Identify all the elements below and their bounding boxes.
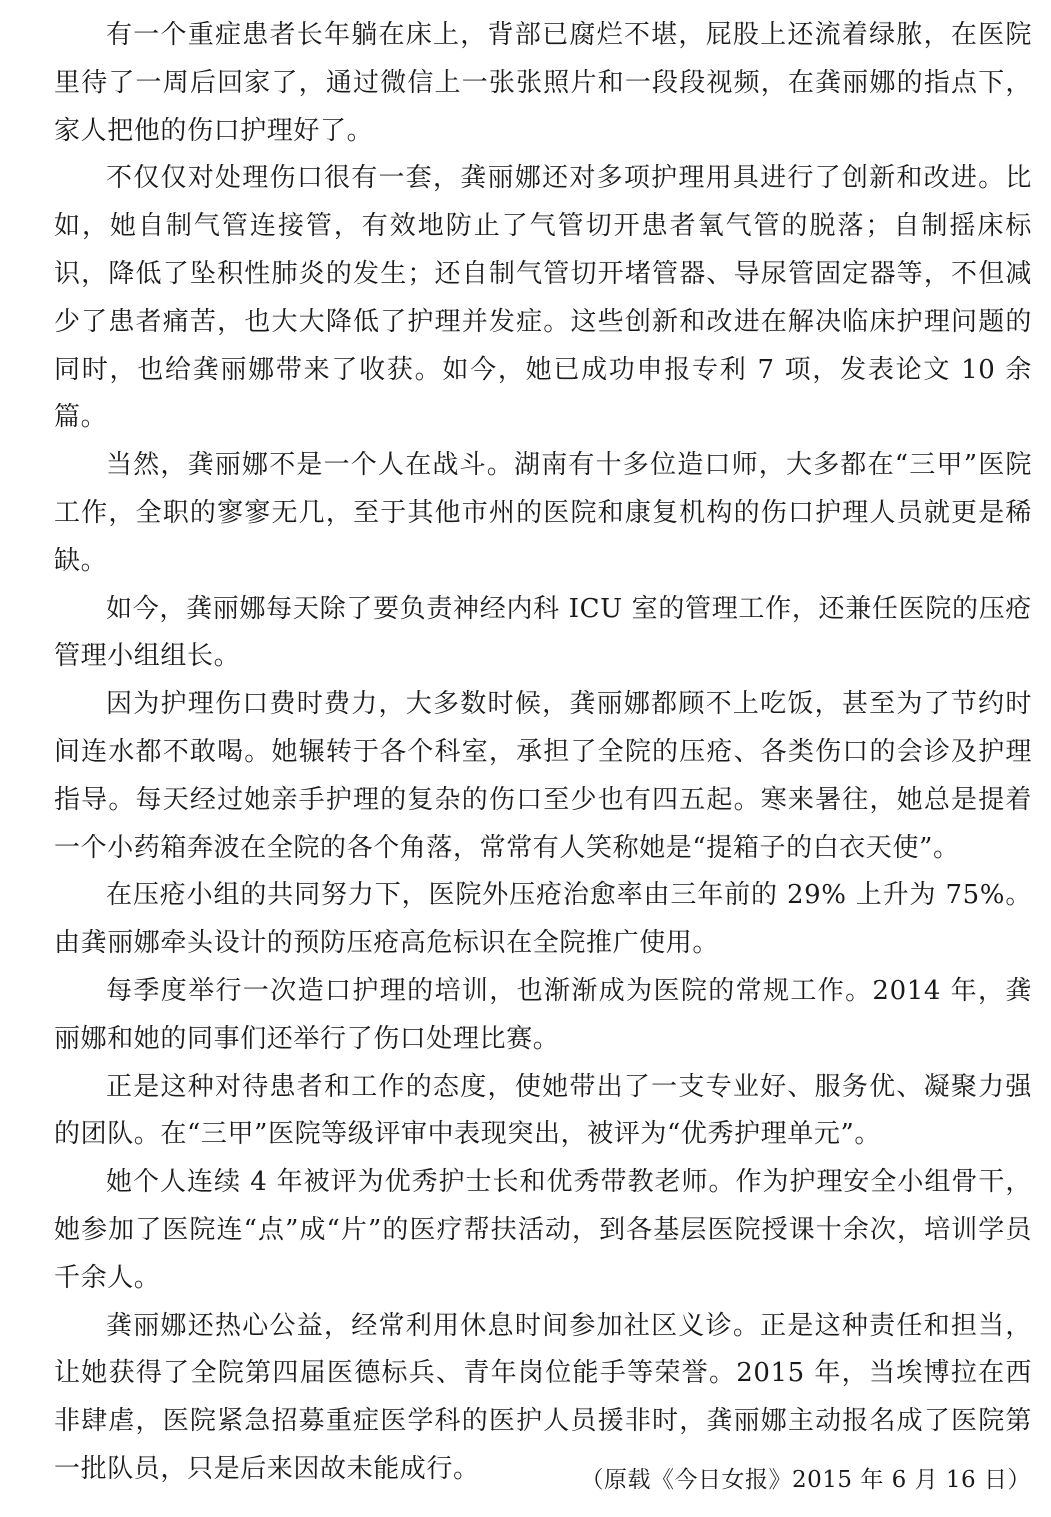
paragraph-1: 有一个重症患者长年躺在床上，背部已腐烂不堪，屁股上还流着绿脓，在医院里待了一周后回家了，通过微信上一张张照片和一段段视频，在龚丽娜的指点下，家人把他的伤口护理好了。	[54, 20, 1032, 146]
paragraph-8: 正是这种对待患者和工作的态度，使她带出了一支专业好、服务优、凝聚力强的团队。在“三甲”医院等级评审中表现突出，被评为“优秀护理单元”。	[54, 1071, 1032, 1150]
article-body	[54, 12, 1032, 1494]
source-attribution: （原载《今日女报》2015 年 6 月 16 日）	[580, 1467, 1031, 1493]
paragraph-3: 当然，龚丽娜不是一个人在战斗。湖南有十多位造口师，大多都在“三甲”医院工作，全职的寥寥无几，至于其他市州的医院和康复机构的伤口护理人员就更是稀缺。	[54, 450, 1032, 576]
paragraph-7: 每季度举行一次造口护理的培训，也渐渐成为医院的常规工作。2014 年，龚丽娜和她的同事们还举行了伤口处理比赛。	[54, 975, 1032, 1054]
paragraph-5: 因为护理伤口费时费力，大多数时候，龚丽娜都顾不上吃饭，甚至为了节约时间连水都不敢喝。她辗转于各个科室，承担了全院的压疮、各类伤口的会诊及护理指导。每天经过她亲手护理的复杂的伤口至少也有四五起。寒来暑往，她总是提着一个小药箱奔波在全院的各个角落，常常有人笑称她是“提箱子的白衣天使”。	[54, 689, 1032, 863]
paragraph-4: 如今，龚丽娜每天除了要负责神经内科 ICU 室的管理工作，还兼任医院的压疮管理小组组长。	[54, 593, 1032, 672]
paragraph-6: 在压疮小组的共同努力下，医院外压疮治愈率由三年前的 29% 上升为 75%。由龚丽娜牵头设计的预防压疮高危标识在全院推广使用。	[54, 880, 1032, 959]
paragraph-9: 她个人连续 4 年被评为优秀护士长和优秀带教老师。作为护理安全小组骨干，她参加了医院连“点”成“片”的医疗帮扶活动，到各基层医院授课十余次，培训学员千余人。	[54, 1167, 1032, 1293]
paragraph-10: 龚丽娜还热心公益，经常利用休息时间参加社区义诊。正是这种责任和担当，让她获得了全院第四届医德标兵、青年岗位能手等荣誉。2015 年，当埃博拉在西非肆虐，医院紧急招募重症医学科的医护人员援非时，龚丽娜主动报名成了医院第一批队员，只是后来因故未能成行。	[54, 1310, 1032, 1484]
paragraph-2: 不仅仅对处理伤口很有一套，龚丽娜还对多项护理用具进行了创新和改进。比如，她自制气管连接管，有效地防止了气管切开患者氧气管的脱落；自制摇床标识，降低了坠积性肺炎的发生；还自制气管切开堵管器、导尿管固定器等，不但减少了患者痛苦，也大大降低了护理并发症。这些创新和改进在解决临床护理问题的同时，也给龚丽娜带来了收获。如今，她已成功申报专利 7 项，发表论文 10 余篇。	[54, 163, 1032, 433]
